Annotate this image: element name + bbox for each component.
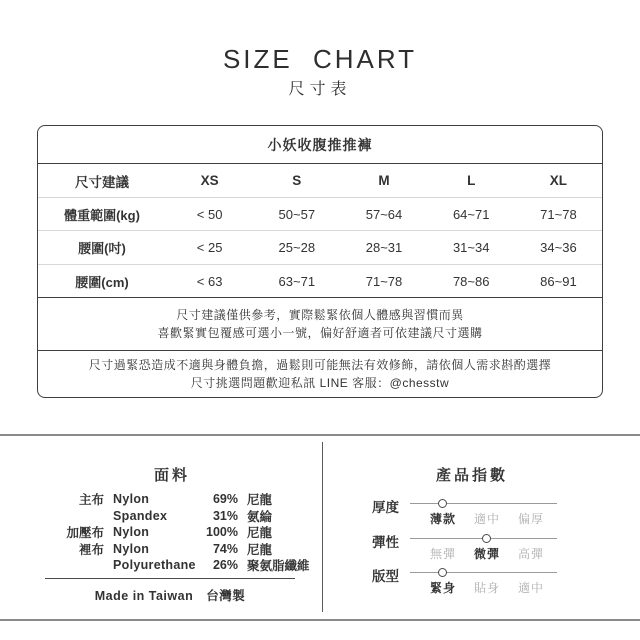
origin-label: Made in Taiwan 台灣製: [94, 589, 246, 603]
fabric-percent: 100%: [206, 525, 238, 540]
scale-label-thickness: 厚度: [372, 500, 399, 515]
scale-track-thickness: [410, 503, 557, 504]
cell-value: < 50: [196, 206, 223, 222]
fabric-row: [40, 557, 310, 574]
scale-option: 偏厚: [517, 512, 544, 526]
fabric-percent: 31%: [212, 508, 238, 523]
fabric-group: 主布: [78, 493, 104, 508]
size-notes-secondary: [38, 351, 602, 397]
scale-label-elasticity: 彈性: [372, 535, 399, 550]
fabric-material: Nylon: [113, 492, 150, 507]
table-row-waist-inch: [38, 231, 602, 265]
size-table-header-row: [38, 164, 602, 198]
fabric-material-zh: 氨綸: [247, 509, 273, 524]
slider-marker-icon: [438, 499, 447, 508]
fabric-row: [40, 508, 310, 525]
fabric-material: Polyurethane: [113, 558, 196, 573]
fabric-row: [40, 541, 310, 558]
cell-value: 25~28: [278, 240, 316, 255]
cell-value: 71~78: [540, 206, 577, 222]
fabric-group: 加壓布: [66, 526, 104, 541]
column-header: M: [378, 173, 390, 188]
column-header: XL: [549, 173, 568, 188]
row-label: 腰圍(吋): [78, 241, 126, 256]
cell-value: < 63: [196, 273, 223, 289]
cell-value: 86~91: [540, 273, 577, 289]
column-header: S: [292, 173, 302, 188]
cell-value: 31~34: [452, 240, 490, 255]
note-line: 尺寸過緊恐造成不適與身體負擔，過鬆則可能無法有效修飾，請依個人需求斟酌選擇: [88, 358, 552, 372]
column-header: L: [467, 173, 476, 188]
product-index-heading: 產品指數: [435, 467, 508, 484]
fabric-material: Nylon: [113, 525, 150, 540]
column-header: 尺寸建議: [75, 174, 129, 190]
scale-track-elasticity: [410, 538, 557, 539]
fabric-percent: 74%: [212, 541, 238, 556]
fabric-material: Spandex: [113, 508, 168, 523]
fabric-row: [40, 491, 310, 508]
slider-marker-icon: [438, 568, 447, 577]
section-divider-vertical: [322, 442, 323, 612]
section-divider-bottom: [0, 619, 640, 621]
fabric-group: 裡布: [78, 542, 104, 557]
fabric-material: Nylon: [113, 541, 150, 556]
scale-option: 緊身: [429, 581, 456, 595]
row-label: 腰圍(cm): [75, 274, 129, 290]
note-line: 喜歡緊實包覆感可選小一號，偏好舒適者可依建議尺寸選購: [157, 326, 483, 340]
scale-label-fit: 版型: [372, 569, 399, 584]
scale-option: 貼身: [473, 581, 500, 595]
size-table: [37, 125, 603, 398]
table-row-waist-cm: [38, 265, 602, 298]
note-line: 尺寸建議僅供參考，實際鬆緊依個人體感與習慣而異: [176, 308, 464, 322]
fabric-material-zh: 尼龍: [247, 542, 273, 557]
note-line: 尺寸挑選問題歡迎私訊 LINE 客服：@chesstw: [190, 376, 450, 390]
fabric-material-zh: 尼龍: [247, 493, 273, 508]
scale-option: 高彈: [517, 547, 544, 561]
cell-value: 71~78: [365, 273, 403, 289]
fabric-percent: 26%: [212, 558, 238, 573]
cell-value: 57~64: [365, 206, 403, 222]
cell-value: < 25: [196, 240, 223, 255]
section-divider-top: [0, 434, 640, 436]
cell-value: 78~86: [452, 273, 490, 289]
column-header: XS: [200, 173, 219, 188]
fabric-row: [40, 524, 310, 541]
size-notes-primary: [38, 298, 602, 351]
table-row-weight: [38, 198, 602, 231]
product-name: 小妖收腹推推褲: [38, 126, 602, 164]
fabric-heading: 面料: [153, 467, 190, 484]
scale-option: 適中: [517, 581, 544, 595]
scale-option: 適中: [473, 512, 500, 526]
scale-option: 微彈: [473, 547, 500, 561]
cell-value: 64~71: [452, 206, 490, 222]
fabric-table: [40, 491, 310, 574]
cell-value: 50~57: [278, 206, 316, 222]
scale-track-fit: [410, 572, 557, 573]
cell-value: 34~36: [540, 240, 577, 255]
scale-option: 無彈: [429, 547, 456, 561]
fabric-separator: [45, 578, 295, 579]
slider-marker-icon: [482, 534, 491, 543]
cell-value: 28~31: [365, 240, 403, 255]
scale-option: 薄款: [429, 512, 456, 526]
row-label: 體重範圍(kg): [64, 207, 140, 223]
fabric-percent: 69%: [212, 492, 238, 507]
fabric-material-zh: 尼龍: [247, 526, 273, 541]
page-subtitle: 尺寸表: [288, 81, 352, 98]
page-title: SIZE CHART: [222, 44, 418, 74]
cell-value: 63~71: [278, 273, 316, 289]
fabric-material-zh: 聚氨脂纖維: [247, 559, 310, 574]
